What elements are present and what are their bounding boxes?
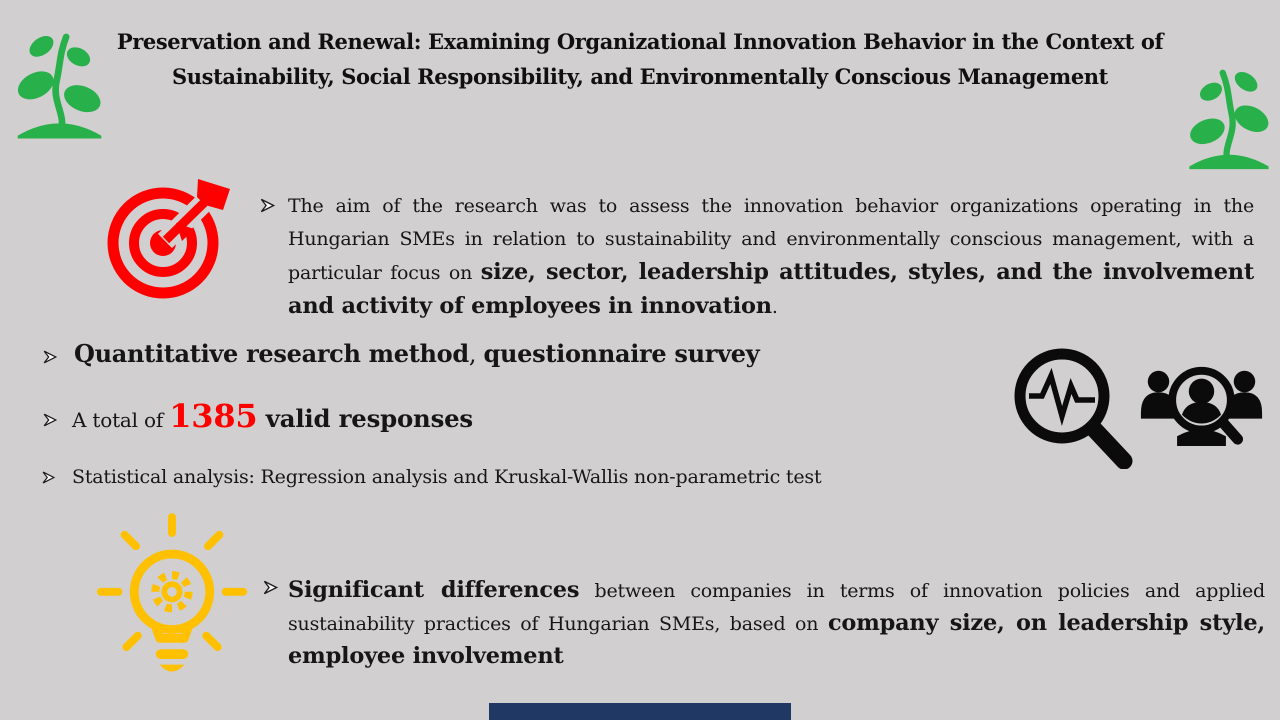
statistics-line: Statistical analysis: Regression analysis and Kruskal-Wallis non-parametric test [72,466,822,488]
title-line-2: Sustainability, Social Responsibility, and Environmentally Conscious Management [172,64,1108,89]
responses-line: A total of 1385 valid responses [72,397,473,435]
arrowhead-bullet-icon [42,349,58,365]
seedling-icon [12,25,107,140]
findings-paragraph: Significant differences between companies in terms of innovation policies and applied sustainability practices of Hungarian SMEs, based on company size, on leadership style, employee involvement [288,577,1266,669]
arrowhead-bullet-icon [42,412,58,428]
title-line-1: Preservation and Renewal: Examining Organizational Innovation Behavior in the Context of [116,29,1164,54]
page-title [0,24,1280,94]
footer-accent-bar [489,703,791,720]
pulse-magnifier-icon [1005,344,1140,469]
seedling-icon [1184,56,1274,176]
people-magnifier-icon [1138,356,1265,454]
lightbulb-gear-icon [93,508,251,680]
aim-paragraph: The aim of the research was to assess the innovation behavior organizations operating in the Hungarian SMEs in relation to sustainability and environmentally conscious management, with a particular focus on size, sector, leadership attitudes, styles, and the involvement and activity of employees in innovation. [288,195,1254,319]
arrowhead-bullet-icon [259,197,276,214]
arrowhead-bullet-icon [262,579,279,596]
target-dart-icon [102,177,234,301]
arrowhead-bullet-icon [41,470,56,485]
method-line: Quantitative research method, questionnaire survey [74,339,760,368]
